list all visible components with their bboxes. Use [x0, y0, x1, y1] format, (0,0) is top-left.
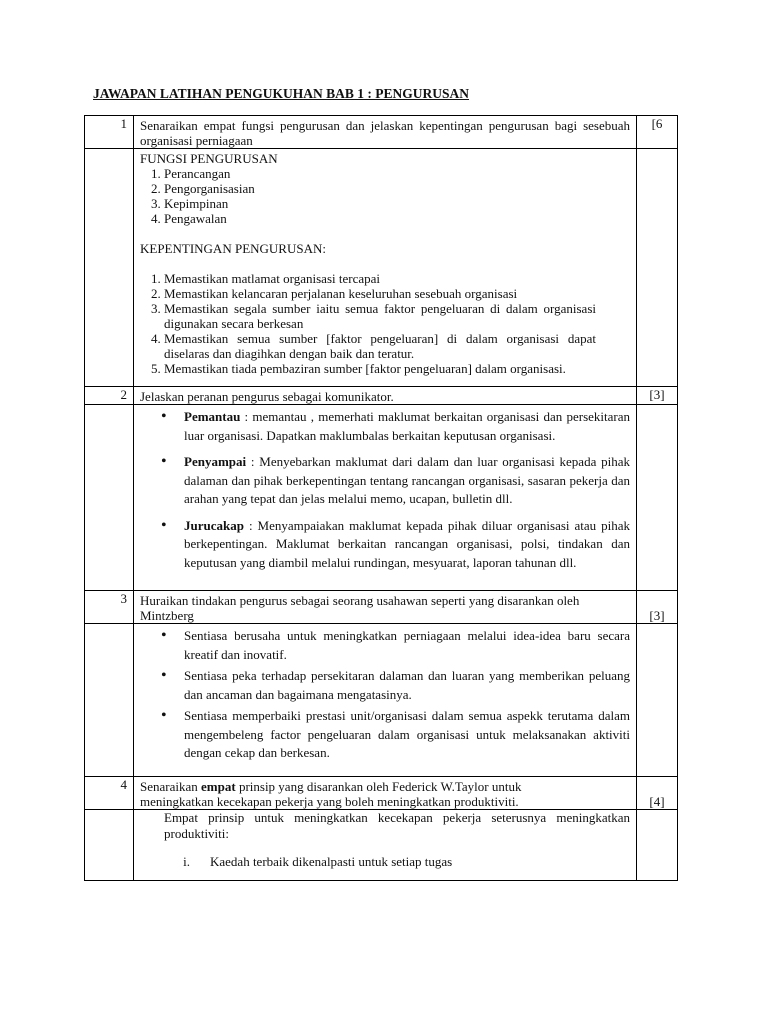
answer-row	[85, 809, 678, 880]
list-item	[164, 842, 630, 870]
list-item	[184, 517, 630, 573]
list-item: • Sentiasa peka terhadap persekitaran dalaman dan luaran yang memberikan peluang dan ancaman dan bagaimana mengatasinya.	[184, 667, 630, 704]
role-term: Jurucakap	[184, 517, 244, 533]
list-item: 1. Memastikan matlamat organisasi tercapai	[164, 271, 596, 286]
question-line: Mintzberg	[140, 608, 194, 623]
question-text: Jelaskan peranan pengurus sebagai komunikator.	[140, 389, 394, 404]
list-numeral: i.	[183, 853, 190, 869]
question-number: 2	[85, 387, 134, 405]
list-item: 4. Pengawalan	[164, 211, 596, 226]
question-row	[85, 116, 678, 149]
answer-table	[84, 115, 678, 881]
importance-list	[140, 271, 596, 376]
question-number: 4	[85, 776, 134, 809]
question-text	[134, 591, 636, 623]
question-text	[134, 777, 636, 809]
list-item: 4. Memastikan semua sumber [faktor pengeluaran] di dalam organisasi dapat diselaras dan diagihkan dengan baik dan teratur.	[164, 331, 596, 361]
list-item: 5. Memastikan tiada pembaziran sumber [faktor pengeluaran] dalam organisasi.	[164, 361, 596, 376]
answer-row	[85, 624, 678, 777]
answer-block	[134, 810, 636, 880]
question-marks: [6	[637, 116, 678, 149]
role-desc: : Menyebarkan maklumat dari dalam dan luar organisasi kepada pihak dalaman dan pihak berkepentingan tentang rancangan organisasi, sasaran pekerja dan arahan yang tepat dan jelas melalui memo, ucapan, bulletin dll.	[184, 454, 630, 506]
answer-intro: Empat prinsip untuk meningkatkan kecekapan pekerja seterusnya meningkatkan produktiviti:	[164, 809, 630, 841]
role-term: Penyampai	[184, 454, 247, 469]
list-item: 3. Memastikan segala sumber iaitu semua faktor pengeluaran di dalam organisasi digunakan secara berkesan	[164, 301, 596, 331]
role-desc: : Menyampaiakan maklumat kepada pihak diluar organisasi atau pihak berkepentingan. Maklumat berkaitan rancangan organisasi, polsi, tindakan dan keputusan yang diambil melalui rundingan, mesyuarat, laporan tahunan dll.	[184, 517, 630, 570]
question-marks: [3]	[637, 591, 678, 624]
question-line: meningkatkan kecekapan pekerja yang boleh meningkatkan produktiviti.	[140, 793, 519, 809]
question-text: Senaraikan empat fungsi pengurusan dan jelaskan kepentingan pengurusan bagi sesebuah organisasi perniagaan	[140, 118, 630, 148]
question-row	[85, 591, 678, 624]
list-item	[184, 408, 630, 445]
role-term: Pemantau	[184, 409, 241, 424]
answer-row	[85, 405, 678, 591]
list-item: 1. Perancangan	[164, 166, 596, 181]
list-text: Kaedah terbaik dikenalpasti untuk setiap tugas	[210, 853, 453, 869]
answer-row	[85, 149, 678, 387]
list-item: 2. Memastikan kelancaran perjalanan keseluruhan sesebuah organisasi	[164, 286, 596, 301]
list-item: 2. Pengorganisasian	[164, 181, 596, 196]
list-item: • Sentiasa berusaha untuk meningkatkan perniagaan melalui idea-idea baru secara kreatif dan inovatif.	[184, 627, 630, 664]
list-item: • Sentiasa memperbaiki prestasi unit/organisasi dalam semua aspekk terutama dalam mengembeleng factor pengeluaran dalam organisasi untuk melaksanakan aktiviti dengan cekap dan berkesan.	[184, 707, 630, 763]
question-marks: [3]	[637, 387, 678, 405]
answer-heading: FUNGSI PENGURUSAN	[140, 151, 278, 166]
role-list	[134, 405, 636, 590]
question-line: Huraikan tindakan pengurus sebagai seorang usahawan seperti yang disarankan oleh	[140, 593, 580, 608]
question-number: 1	[85, 116, 134, 149]
question-row	[85, 776, 678, 809]
action-list	[134, 624, 636, 776]
question-number: 3	[85, 591, 134, 624]
answer-block	[134, 149, 636, 386]
question-row	[85, 387, 678, 405]
question-line: Senaraikan empat prinsip yang disarankan oleh Federick W.Taylor untuk	[140, 778, 522, 794]
question-marks: [4]	[637, 776, 678, 809]
list-item	[184, 453, 630, 509]
page-title: JAWAPAN LATIHAN PENGUKUHAN BAB 1 : PENGURUSAN	[93, 86, 470, 101]
answer-heading: KEPENTINGAN PENGURUSAN:	[140, 241, 326, 256]
role-desc: : memantau , memerhati maklumat berkaitan organisasi dan persekitaran luar organisasi. Dapatkan maklumbalas berkaitan keputusan organisasi.	[184, 409, 630, 443]
function-list	[140, 166, 596, 226]
list-item: 3. Kepimpinan	[164, 196, 596, 211]
